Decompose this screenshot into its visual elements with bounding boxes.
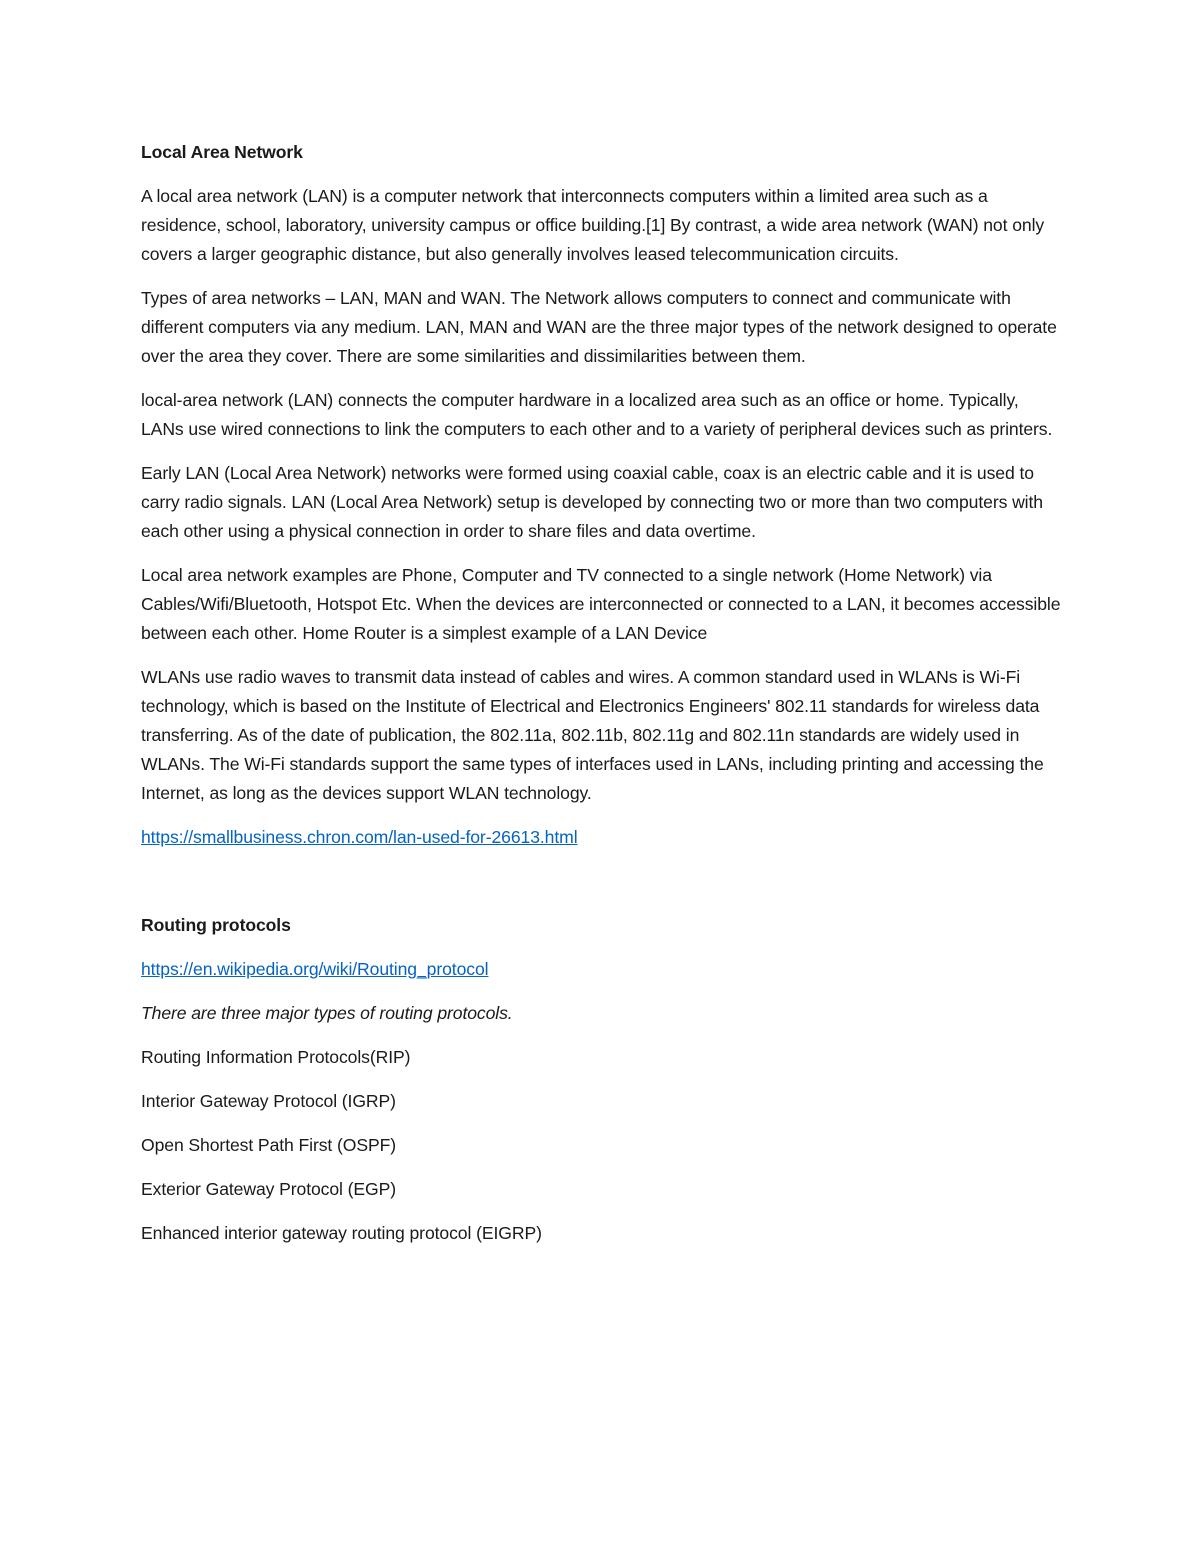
list-item: Interior Gateway Protocol (IGRP): [141, 1091, 396, 1111]
paragraph-lan-definition: A local area network (LAN) is a computer network that interconnects computers within a limited area such as a residence, school, laboratory, university campus or office building.[1] By contrast, a wide area network (WAN) not only covers a larger geographic distance, but also generally involves leased telecommunication circuits.: [141, 186, 1045, 264]
paragraph-early-lan: Early LAN (Local Area Network) networks were formed using coaxial cable, coax is an electric cable and it is used to carry radio signals. LAN (Local Area Network) setup is developed by connecting two or more than two computers with each other using a physical connection in order to share files and data overtime.: [141, 463, 1043, 541]
paragraph-wlan: WLANs use radio waves to transmit data instead of cables and wires. A common standard used in WLANs is Wi-Fi technology, which is based on the Institute of Electrical and Electronics Engineers' 802.11 standards for wireless data transferring. As of the date of publication, the 802.11a, 802.11b, 802.11g and 802.11n standards are widely used in WLANs. The Wi-Fi standards support the same types of interfaces used in LANs, including printing and accessing the Internet, as long as the devices support WLAN technology.: [141, 667, 1044, 803]
list-item: Routing Information Protocols(RIP): [141, 1047, 411, 1067]
document-page: [141, 138, 1061, 1263]
section-spacer: [141, 867, 1061, 911]
section-heading-lan: Local Area Network: [141, 142, 303, 162]
routing-intro: There are three major types of routing protocols.: [141, 1003, 513, 1023]
list-item: Enhanced interior gateway routing protocol (EIGRP): [141, 1223, 542, 1243]
section-heading-routing: Routing protocols: [141, 915, 291, 935]
paragraph-lan-hardware: local-area network (LAN) connects the computer hardware in a localized area such as an office or home. Typically, LANs use wired connections to link the computers to each other and to a variety of peripheral devices such as printers.: [141, 390, 1053, 439]
paragraph-lan-examples: Local area network examples are Phone, Computer and TV connected to a single network (Home Network) via Cables/Wifi/Bluetooth, Hotspot Etc. When the devices are interconnected or connected to a LAN, it becomes accessible between each other. Home Router is a simplest example of a LAN Device: [141, 565, 1061, 643]
chron-source-link[interactable]: https://smallbusiness.chron.com/lan-used-for-26613.html: [141, 827, 578, 847]
list-item: Exterior Gateway Protocol (EGP): [141, 1179, 397, 1199]
wikipedia-source-link[interactable]: https://en.wikipedia.org/wiki/Routing_protocol: [141, 959, 489, 979]
paragraph-network-types: Types of area networks – LAN, MAN and WAN. The Network allows computers to connect and communicate with different computers via any medium. LAN, MAN and WAN are the three major types of the network designed to operate over the area they cover. There are some similarities and dissimilarities between them.: [141, 288, 1057, 366]
list-item: Open Shortest Path First (OSPF): [141, 1135, 397, 1155]
